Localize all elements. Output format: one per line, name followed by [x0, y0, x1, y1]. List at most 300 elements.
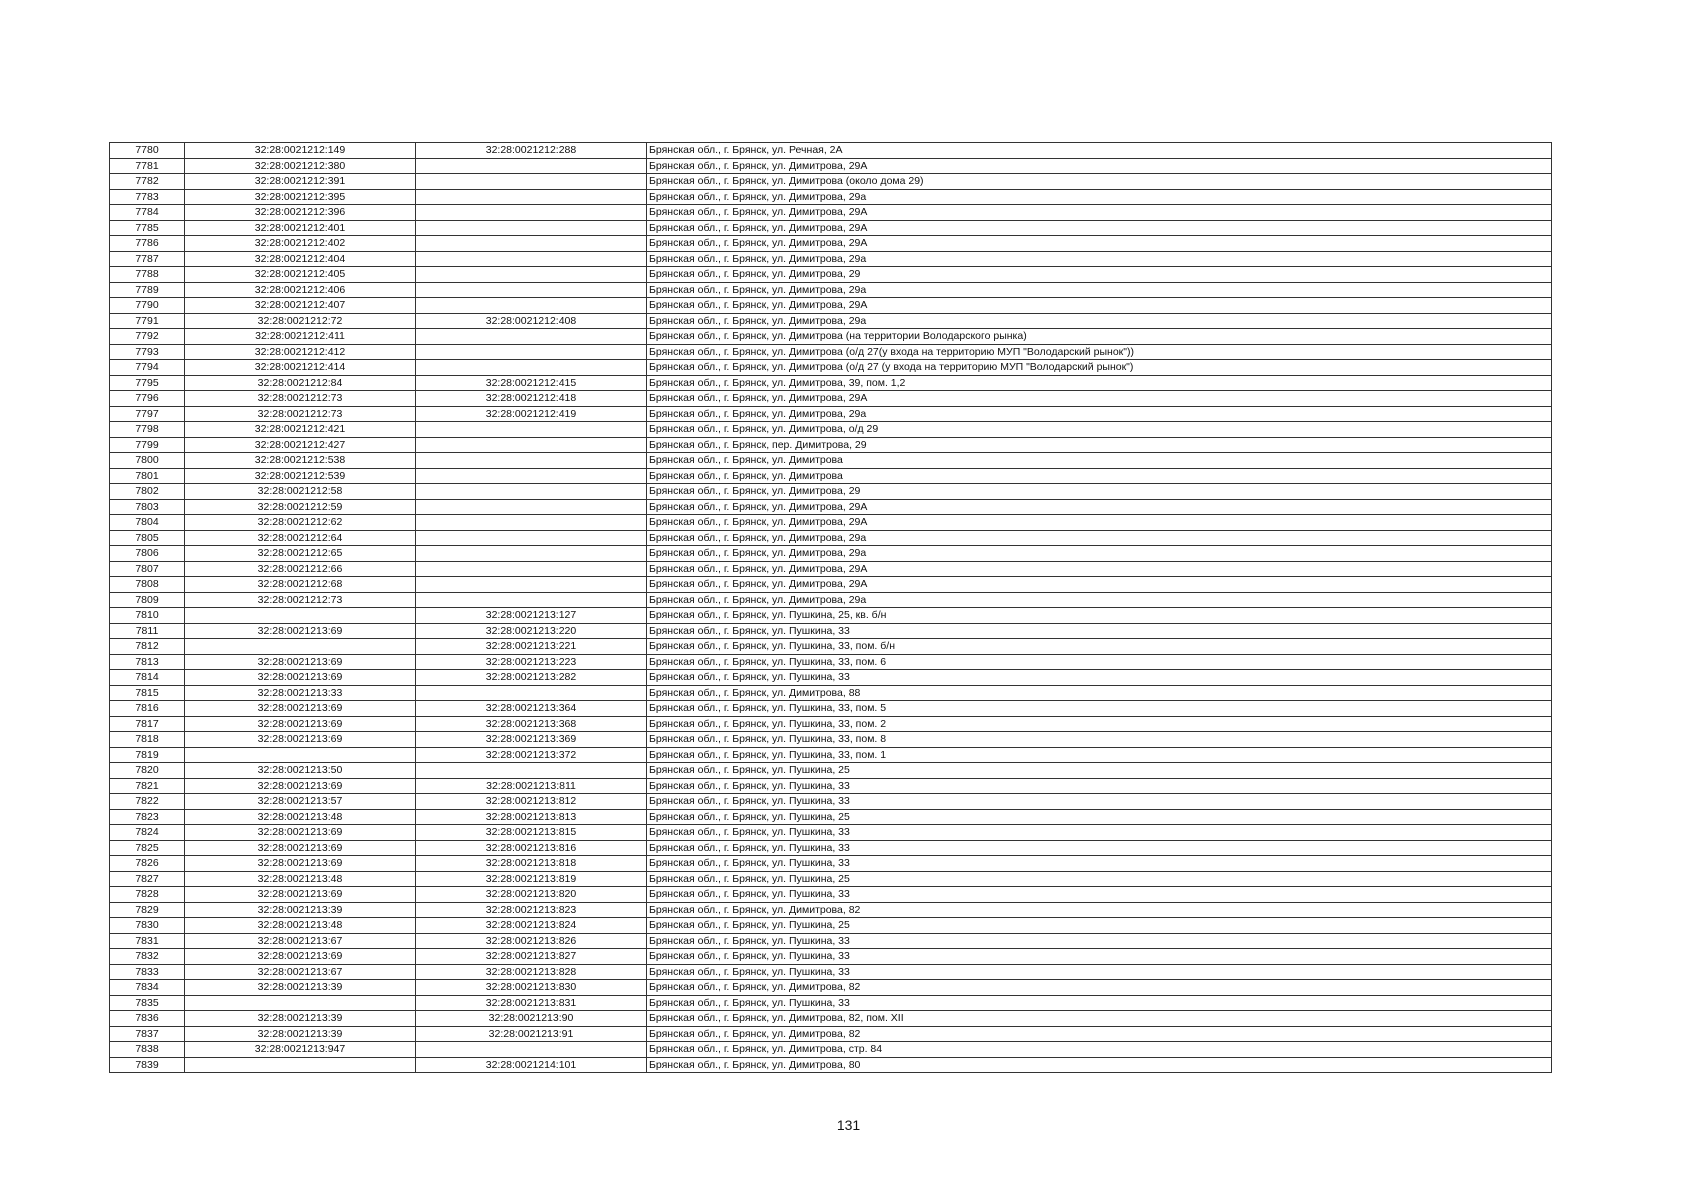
table-row	[110, 530, 1552, 546]
object-cadastral-number-cell: 32:28:0021213:221	[416, 639, 647, 655]
address-cell: Брянская обл., г. Брянск, ул. Димитрова, 29А	[647, 236, 1552, 252]
table-row	[110, 592, 1552, 608]
address-cell: Брянская обл., г. Брянск, ул. Димитрова, 29А	[647, 220, 1552, 236]
cadastral-number-cell: 32:28:0021212:427	[185, 437, 416, 453]
object-cadastral-number-cell: 32:28:0021212:288	[416, 143, 647, 159]
object-cadastral-number-cell: 32:28:0021213:223	[416, 654, 647, 670]
address-cell: Брянская обл., г. Брянск, ул. Димитрова, 29а	[647, 530, 1552, 546]
address-cell: Брянская обл., г. Брянск, ул. Пушкина, 33	[647, 794, 1552, 810]
table-row	[110, 561, 1552, 577]
table-row	[110, 298, 1552, 314]
address-cell: Брянская обл., г. Брянск, ул. Пушкина, 33	[647, 670, 1552, 686]
cadastral-number-cell: 32:28:0021212:404	[185, 251, 416, 267]
row-number-cell: 7797	[110, 406, 185, 422]
row-number-cell: 7784	[110, 205, 185, 221]
object-cadastral-number-cell: 32:28:0021213:813	[416, 809, 647, 825]
address-cell: Брянская обл., г. Брянск, ул. Пушкина, 33	[647, 778, 1552, 794]
object-cadastral-number-cell	[416, 437, 647, 453]
address-cell: Брянская обл., г. Брянск, ул. Пушкина, 33	[647, 840, 1552, 856]
cadastral-number-cell: 32:28:0021212:66	[185, 561, 416, 577]
object-cadastral-number-cell: 32:28:0021212:408	[416, 313, 647, 329]
address-cell: Брянская обл., г. Брянск, ул. Димитрова, 82	[647, 1026, 1552, 1042]
row-number-cell: 7839	[110, 1057, 185, 1073]
table-row	[110, 949, 1552, 965]
object-cadastral-number-cell	[416, 344, 647, 360]
row-number-cell: 7794	[110, 360, 185, 376]
address-cell: Брянская обл., г. Брянск, ул. Димитрова, 29А	[647, 499, 1552, 515]
object-cadastral-number-cell: 32:28:0021213:831	[416, 995, 647, 1011]
row-number-cell: 7818	[110, 732, 185, 748]
table-row	[110, 1057, 1552, 1073]
cadastral-number-cell: 32:28:0021213:69	[185, 716, 416, 732]
table-row	[110, 236, 1552, 252]
object-cadastral-number-cell: 32:28:0021213:372	[416, 747, 647, 763]
address-cell: Брянская обл., г. Брянск, ул. Пушкина, 33	[647, 964, 1552, 980]
address-cell: Брянская обл., г. Брянск, ул. Димитрова, 29А	[647, 298, 1552, 314]
cadastral-number-cell: 32:28:0021213:48	[185, 809, 416, 825]
table-row	[110, 840, 1552, 856]
table-row	[110, 670, 1552, 686]
cadastral-number-cell: 32:28:0021213:50	[185, 763, 416, 779]
cadastral-number-cell: 32:28:0021213:69	[185, 825, 416, 841]
table-row	[110, 437, 1552, 453]
address-cell: Брянская обл., г. Брянск, ул. Пушкина, 33, пом. 1	[647, 747, 1552, 763]
object-cadastral-number-cell	[416, 360, 647, 376]
row-number-cell: 7805	[110, 530, 185, 546]
address-cell: Брянская обл., г. Брянск, ул. Димитрова, 29	[647, 267, 1552, 283]
object-cadastral-number-cell: 32:28:0021213:369	[416, 732, 647, 748]
cadastral-number-cell: 32:28:0021213:57	[185, 794, 416, 810]
table-row	[110, 809, 1552, 825]
address-cell: Брянская обл., г. Брянск, ул. Димитрова, 88	[647, 685, 1552, 701]
row-number-cell: 7782	[110, 174, 185, 190]
object-cadastral-number-cell	[416, 158, 647, 174]
cadastral-number-cell: 32:28:0021212:402	[185, 236, 416, 252]
cadastral-number-cell: 32:28:0021212:414	[185, 360, 416, 376]
row-number-cell: 7785	[110, 220, 185, 236]
cadastral-number-cell: 32:28:0021212:406	[185, 282, 416, 298]
object-cadastral-number-cell	[416, 685, 647, 701]
table-row	[110, 546, 1552, 562]
object-cadastral-number-cell: 32:28:0021213:90	[416, 1011, 647, 1027]
object-cadastral-number-cell: 32:28:0021213:91	[416, 1026, 647, 1042]
table-row	[110, 391, 1552, 407]
table-row	[110, 639, 1552, 655]
row-number-cell: 7837	[110, 1026, 185, 1042]
address-cell: Брянская обл., г. Брянск, ул. Димитрова, 80	[647, 1057, 1552, 1073]
cadastral-number-cell: 32:28:0021213:69	[185, 732, 416, 748]
object-cadastral-number-cell: 32:28:0021214:101	[416, 1057, 647, 1073]
cadastral-number-cell: 32:28:0021213:69	[185, 887, 416, 903]
table-row	[110, 158, 1552, 174]
address-cell: Брянская обл., г. Брянск, ул. Пушкина, 25	[647, 763, 1552, 779]
address-cell: Брянская обл., г. Брянск, ул. Димитрова, 29А	[647, 205, 1552, 221]
cadastral-number-cell: 32:28:0021213:33	[185, 685, 416, 701]
table-row	[110, 918, 1552, 934]
table-row	[110, 856, 1552, 872]
table-row	[110, 1011, 1552, 1027]
table-row	[110, 360, 1552, 376]
object-cadastral-number-cell	[416, 530, 647, 546]
cadastral-number-cell: 32:28:0021213:69	[185, 670, 416, 686]
table-row	[110, 577, 1552, 593]
cadastral-number-cell: 32:28:0021213:69	[185, 949, 416, 965]
table-row	[110, 654, 1552, 670]
object-cadastral-number-cell: 32:28:0021213:823	[416, 902, 647, 918]
row-number-cell: 7838	[110, 1042, 185, 1058]
object-cadastral-number-cell: 32:28:0021213:828	[416, 964, 647, 980]
row-number-cell: 7815	[110, 685, 185, 701]
object-cadastral-number-cell	[416, 763, 647, 779]
cadastral-number-cell: 32:28:0021212:149	[185, 143, 416, 159]
row-number-cell: 7835	[110, 995, 185, 1011]
cadastral-number-cell: 32:28:0021212:395	[185, 189, 416, 205]
cadastral-number-cell	[185, 608, 416, 624]
row-number-cell: 7824	[110, 825, 185, 841]
address-cell: Брянская обл., г. Брянск, ул. Димитрова, 82	[647, 902, 1552, 918]
table-row	[110, 871, 1552, 887]
cadastral-number-cell: 32:28:0021213:69	[185, 701, 416, 717]
address-cell: Брянская обл., г. Брянск, ул. Пушкина, 33, пом. 6	[647, 654, 1552, 670]
object-cadastral-number-cell: 32:28:0021213:282	[416, 670, 647, 686]
row-number-cell: 7830	[110, 918, 185, 934]
object-cadastral-number-cell: 32:28:0021213:811	[416, 778, 647, 794]
cadastral-number-cell: 32:28:0021213:69	[185, 778, 416, 794]
row-number-cell: 7789	[110, 282, 185, 298]
address-cell: Брянская обл., г. Брянск, ул. Димитрова, 29А	[647, 577, 1552, 593]
address-cell: Брянская обл., г. Брянск, ул. Димитрова, 82	[647, 980, 1552, 996]
cadastral-number-cell: 32:28:0021213:67	[185, 933, 416, 949]
page-number: 131	[836, 1117, 861, 1133]
object-cadastral-number-cell	[416, 484, 647, 500]
row-number-cell: 7828	[110, 887, 185, 903]
cadastral-number-cell: 32:28:0021213:69	[185, 840, 416, 856]
row-number-cell: 7817	[110, 716, 185, 732]
table-body	[110, 143, 1552, 1073]
address-cell: Брянская обл., г. Брянск, ул. Пушкина, 25	[647, 918, 1552, 934]
row-number-cell: 7819	[110, 747, 185, 763]
table-row	[110, 623, 1552, 639]
address-cell: Брянская обл., г. Брянск, ул. Пушкина, 25	[647, 871, 1552, 887]
cadastral-table	[109, 142, 1552, 1073]
row-number-cell: 7822	[110, 794, 185, 810]
address-cell: Брянская обл., г. Брянск, ул. Димитрова, 29	[647, 484, 1552, 500]
address-cell: Брянская обл., г. Брянск, ул. Пушкина, 33	[647, 949, 1552, 965]
cadastral-number-cell: 32:28:0021213:39	[185, 980, 416, 996]
cadastral-number-cell: 32:28:0021212:411	[185, 329, 416, 345]
object-cadastral-number-cell	[416, 546, 647, 562]
cadastral-number-cell: 32:28:0021213:39	[185, 902, 416, 918]
cadastral-number-cell: 32:28:0021212:73	[185, 406, 416, 422]
address-cell: Брянская обл., г. Брянск, ул. Димитрова, 29а	[647, 546, 1552, 562]
object-cadastral-number-cell	[416, 577, 647, 593]
row-number-cell: 7780	[110, 143, 185, 159]
address-cell: Брянская обл., г. Брянск, ул. Пушкина, 33	[647, 995, 1552, 1011]
table-row	[110, 1042, 1552, 1058]
object-cadastral-number-cell: 32:28:0021213:818	[416, 856, 647, 872]
object-cadastral-number-cell	[416, 282, 647, 298]
cadastral-number-cell: 32:28:0021213:69	[185, 623, 416, 639]
address-cell: Брянская обл., г. Брянск, ул. Речная, 2А	[647, 143, 1552, 159]
table-row	[110, 344, 1552, 360]
cadastral-number-cell: 32:28:0021212:59	[185, 499, 416, 515]
address-cell: Брянская обл., г. Брянск, ул. Димитрова (около дома 29)	[647, 174, 1552, 190]
cadastral-number-cell: 32:28:0021212:68	[185, 577, 416, 593]
table-row	[110, 716, 1552, 732]
cadastral-number-cell: 32:28:0021213:39	[185, 1011, 416, 1027]
address-cell: Брянская обл., г. Брянск, ул. Пушкина, 33	[647, 856, 1552, 872]
table-row	[110, 902, 1552, 918]
table-row	[110, 251, 1552, 267]
row-number-cell: 7800	[110, 453, 185, 469]
table-row	[110, 422, 1552, 438]
cadastral-number-cell: 32:28:0021212:407	[185, 298, 416, 314]
object-cadastral-number-cell: 32:28:0021213:819	[416, 871, 647, 887]
address-cell: Брянская обл., г. Брянск, ул. Димитрова	[647, 453, 1552, 469]
row-number-cell: 7833	[110, 964, 185, 980]
row-number-cell: 7834	[110, 980, 185, 996]
address-cell: Брянская обл., г. Брянск, ул. Димитрова, 29а	[647, 592, 1552, 608]
object-cadastral-number-cell	[416, 592, 647, 608]
row-number-cell: 7792	[110, 329, 185, 345]
object-cadastral-number-cell	[416, 329, 647, 345]
row-number-cell: 7791	[110, 313, 185, 329]
table-row	[110, 282, 1552, 298]
cadastral-number-cell	[185, 1057, 416, 1073]
row-number-cell: 7836	[110, 1011, 185, 1027]
object-cadastral-number-cell: 32:28:0021213:826	[416, 933, 647, 949]
row-number-cell: 7829	[110, 902, 185, 918]
table-row	[110, 329, 1552, 345]
address-cell: Брянская обл., г. Брянск, ул. Пушкина, 25, кв. б/н	[647, 608, 1552, 624]
cadastral-number-cell: 32:28:0021212:401	[185, 220, 416, 236]
object-cadastral-number-cell	[416, 499, 647, 515]
row-number-cell: 7816	[110, 701, 185, 717]
row-number-cell: 7826	[110, 856, 185, 872]
row-number-cell: 7813	[110, 654, 185, 670]
table-row	[110, 205, 1552, 221]
address-cell: Брянская обл., г. Брянск, ул. Димитрова, 29а	[647, 251, 1552, 267]
object-cadastral-number-cell	[416, 189, 647, 205]
row-number-cell: 7821	[110, 778, 185, 794]
table-row	[110, 794, 1552, 810]
object-cadastral-number-cell	[416, 561, 647, 577]
table-row	[110, 1026, 1552, 1042]
table-row	[110, 732, 1552, 748]
cadastral-number-cell: 32:28:0021213:48	[185, 918, 416, 934]
row-number-cell: 7798	[110, 422, 185, 438]
row-number-cell: 7831	[110, 933, 185, 949]
address-cell: Брянская обл., г. Брянск, ул. Димитрова, 39, пом. 1,2	[647, 375, 1552, 391]
address-cell: Брянская обл., г. Брянск, ул. Димитрова (на территории Володарского рынка)	[647, 329, 1552, 345]
row-number-cell: 7811	[110, 623, 185, 639]
address-cell: Брянская обл., г. Брянск, ул. Пушкина, 33, пом. 8	[647, 732, 1552, 748]
row-number-cell: 7801	[110, 468, 185, 484]
cadastral-number-cell: 32:28:0021212:73	[185, 592, 416, 608]
cadastral-number-cell: 32:28:0021212:72	[185, 313, 416, 329]
object-cadastral-number-cell: 32:28:0021213:812	[416, 794, 647, 810]
cadastral-number-cell	[185, 995, 416, 1011]
row-number-cell: 7823	[110, 809, 185, 825]
object-cadastral-number-cell	[416, 236, 647, 252]
object-cadastral-number-cell: 32:28:0021213:824	[416, 918, 647, 934]
address-cell: Брянская обл., г. Брянск, ул. Пушкина, 25	[647, 809, 1552, 825]
object-cadastral-number-cell: 32:28:0021213:220	[416, 623, 647, 639]
object-cadastral-number-cell: 32:28:0021213:364	[416, 701, 647, 717]
address-cell: Брянская обл., г. Брянск, ул. Димитрова, стр. 84	[647, 1042, 1552, 1058]
object-cadastral-number-cell: 32:28:0021212:415	[416, 375, 647, 391]
address-cell: Брянская обл., г. Брянск, ул. Димитрова, 29А	[647, 158, 1552, 174]
cadastral-number-cell: 32:28:0021212:380	[185, 158, 416, 174]
table-row	[110, 887, 1552, 903]
object-cadastral-number-cell	[416, 453, 647, 469]
cadastral-number-cell: 32:28:0021212:421	[185, 422, 416, 438]
cadastral-number-cell: 32:28:0021212:73	[185, 391, 416, 407]
row-number-cell: 7795	[110, 375, 185, 391]
address-cell: Брянская обл., г. Брянск, ул. Димитрова, 29А	[647, 391, 1552, 407]
table-row	[110, 220, 1552, 236]
row-number-cell: 7809	[110, 592, 185, 608]
row-number-cell: 7786	[110, 236, 185, 252]
object-cadastral-number-cell	[416, 251, 647, 267]
row-number-cell: 7825	[110, 840, 185, 856]
cadastral-number-cell: 32:28:0021213:69	[185, 856, 416, 872]
address-cell: Брянская обл., г. Брянск, ул. Пушкина, 33, пом. б/н	[647, 639, 1552, 655]
table-row	[110, 406, 1552, 422]
table-row	[110, 825, 1552, 841]
cadastral-number-cell: 32:28:0021213:39	[185, 1026, 416, 1042]
row-number-cell: 7832	[110, 949, 185, 965]
object-cadastral-number-cell	[416, 298, 647, 314]
address-cell: Брянская обл., г. Брянск, ул. Димитрова, 29а	[647, 313, 1552, 329]
object-cadastral-number-cell	[416, 205, 647, 221]
cadastral-number-cell: 32:28:0021212:84	[185, 375, 416, 391]
object-cadastral-number-cell: 32:28:0021213:127	[416, 608, 647, 624]
table-row	[110, 747, 1552, 763]
address-cell: Брянская обл., г. Брянск, ул. Димитрова, 29а	[647, 282, 1552, 298]
cadastral-number-cell: 32:28:0021212:391	[185, 174, 416, 190]
address-cell: Брянская обл., г. Брянск, ул. Пушкина, 33, пом. 2	[647, 716, 1552, 732]
object-cadastral-number-cell: 32:28:0021212:418	[416, 391, 647, 407]
cadastral-number-cell: 32:28:0021212:539	[185, 468, 416, 484]
cadastral-number-cell: 32:28:0021212:58	[185, 484, 416, 500]
cadastral-number-cell	[185, 747, 416, 763]
cadastral-number-cell: 32:28:0021213:67	[185, 964, 416, 980]
row-number-cell: 7803	[110, 499, 185, 515]
table-row	[110, 484, 1552, 500]
cadastral-number-cell: 32:28:0021212:538	[185, 453, 416, 469]
row-number-cell: 7810	[110, 608, 185, 624]
address-cell: Брянская обл., г. Брянск, ул. Димитрова, о/д 29	[647, 422, 1552, 438]
table-row	[110, 468, 1552, 484]
cadastral-number-cell: 32:28:0021212:64	[185, 530, 416, 546]
cadastral-number-cell: 32:28:0021213:48	[185, 871, 416, 887]
cadastral-number-cell	[185, 639, 416, 655]
table-row	[110, 995, 1552, 1011]
table-row	[110, 608, 1552, 624]
address-cell: Брянская обл., г. Брянск, ул. Пушкина, 33	[647, 887, 1552, 903]
address-cell: Брянская обл., г. Брянск, ул. Димитрова	[647, 468, 1552, 484]
address-cell: Брянская обл., г. Брянск, ул. Димитрова (о/д 27(у входа на территорию МУП "Володарский рынок"))	[647, 344, 1552, 360]
address-cell: Брянская обл., г. Брянск, ул. Димитрова (о/д 27 (у входа на территорию МУП "Володарский рынок")	[647, 360, 1552, 376]
object-cadastral-number-cell: 32:28:0021213:827	[416, 949, 647, 965]
table-row	[110, 499, 1552, 515]
row-number-cell: 7807	[110, 561, 185, 577]
table-row	[110, 980, 1552, 996]
row-number-cell: 7806	[110, 546, 185, 562]
row-number-cell: 7788	[110, 267, 185, 283]
cadastral-number-cell: 32:28:0021213:69	[185, 654, 416, 670]
cadastral-number-cell: 32:28:0021212:65	[185, 546, 416, 562]
object-cadastral-number-cell: 32:28:0021213:830	[416, 980, 647, 996]
address-cell: Брянская обл., г. Брянск, ул. Пушкина, 33, пом. 5	[647, 701, 1552, 717]
table-row	[110, 313, 1552, 329]
table-row	[110, 964, 1552, 980]
address-cell: Брянская обл., г. Брянск, ул. Димитрова, 29А	[647, 561, 1552, 577]
object-cadastral-number-cell: 32:28:0021213:816	[416, 840, 647, 856]
table-row	[110, 174, 1552, 190]
object-cadastral-number-cell	[416, 422, 647, 438]
row-number-cell: 7799	[110, 437, 185, 453]
object-cadastral-number-cell: 32:28:0021213:368	[416, 716, 647, 732]
table-row	[110, 453, 1552, 469]
address-cell: Брянская обл., г. Брянск, ул. Димитрова, 29а	[647, 189, 1552, 205]
row-number-cell: 7814	[110, 670, 185, 686]
address-cell: Брянская обл., г. Брянск, ул. Димитрова, 29А	[647, 515, 1552, 531]
row-number-cell: 7827	[110, 871, 185, 887]
object-cadastral-number-cell	[416, 515, 647, 531]
address-cell: Брянская обл., г. Брянск, ул. Димитрова, 82, пом. XII	[647, 1011, 1552, 1027]
row-number-cell: 7808	[110, 577, 185, 593]
row-number-cell: 7793	[110, 344, 185, 360]
row-number-cell: 7812	[110, 639, 185, 655]
address-cell: Брянская обл., г. Брянск, ул. Димитрова, 29а	[647, 406, 1552, 422]
table-row	[110, 701, 1552, 717]
object-cadastral-number-cell	[416, 267, 647, 283]
row-number-cell: 7820	[110, 763, 185, 779]
cadastral-number-cell: 32:28:0021213:947	[185, 1042, 416, 1058]
address-cell: Брянская обл., г. Брянск, ул. Пушкина, 33	[647, 623, 1552, 639]
row-number-cell: 7796	[110, 391, 185, 407]
address-cell: Брянская обл., г. Брянск, ул. Пушкина, 33	[647, 825, 1552, 841]
address-cell: Брянская обл., г. Брянск, ул. Пушкина, 33	[647, 933, 1552, 949]
table-row	[110, 189, 1552, 205]
row-number-cell: 7787	[110, 251, 185, 267]
object-cadastral-number-cell	[416, 220, 647, 236]
table-row	[110, 763, 1552, 779]
object-cadastral-number-cell: 32:28:0021213:820	[416, 887, 647, 903]
object-cadastral-number-cell	[416, 1042, 647, 1058]
address-cell: Брянская обл., г. Брянск, пер. Димитрова, 29	[647, 437, 1552, 453]
object-cadastral-number-cell: 32:28:0021212:419	[416, 406, 647, 422]
object-cadastral-number-cell	[416, 468, 647, 484]
cadastral-number-cell: 32:28:0021212:405	[185, 267, 416, 283]
cadastral-number-cell: 32:28:0021212:412	[185, 344, 416, 360]
table-row	[110, 685, 1552, 701]
row-number-cell: 7781	[110, 158, 185, 174]
cadastral-number-cell: 32:28:0021212:62	[185, 515, 416, 531]
table-row	[110, 375, 1552, 391]
cadastral-number-cell: 32:28:0021212:396	[185, 205, 416, 221]
table-row	[110, 515, 1552, 531]
row-number-cell: 7790	[110, 298, 185, 314]
row-number-cell: 7802	[110, 484, 185, 500]
object-cadastral-number-cell: 32:28:0021213:815	[416, 825, 647, 841]
row-number-cell: 7804	[110, 515, 185, 531]
table-row	[110, 778, 1552, 794]
table-row	[110, 267, 1552, 283]
table-row	[110, 933, 1552, 949]
